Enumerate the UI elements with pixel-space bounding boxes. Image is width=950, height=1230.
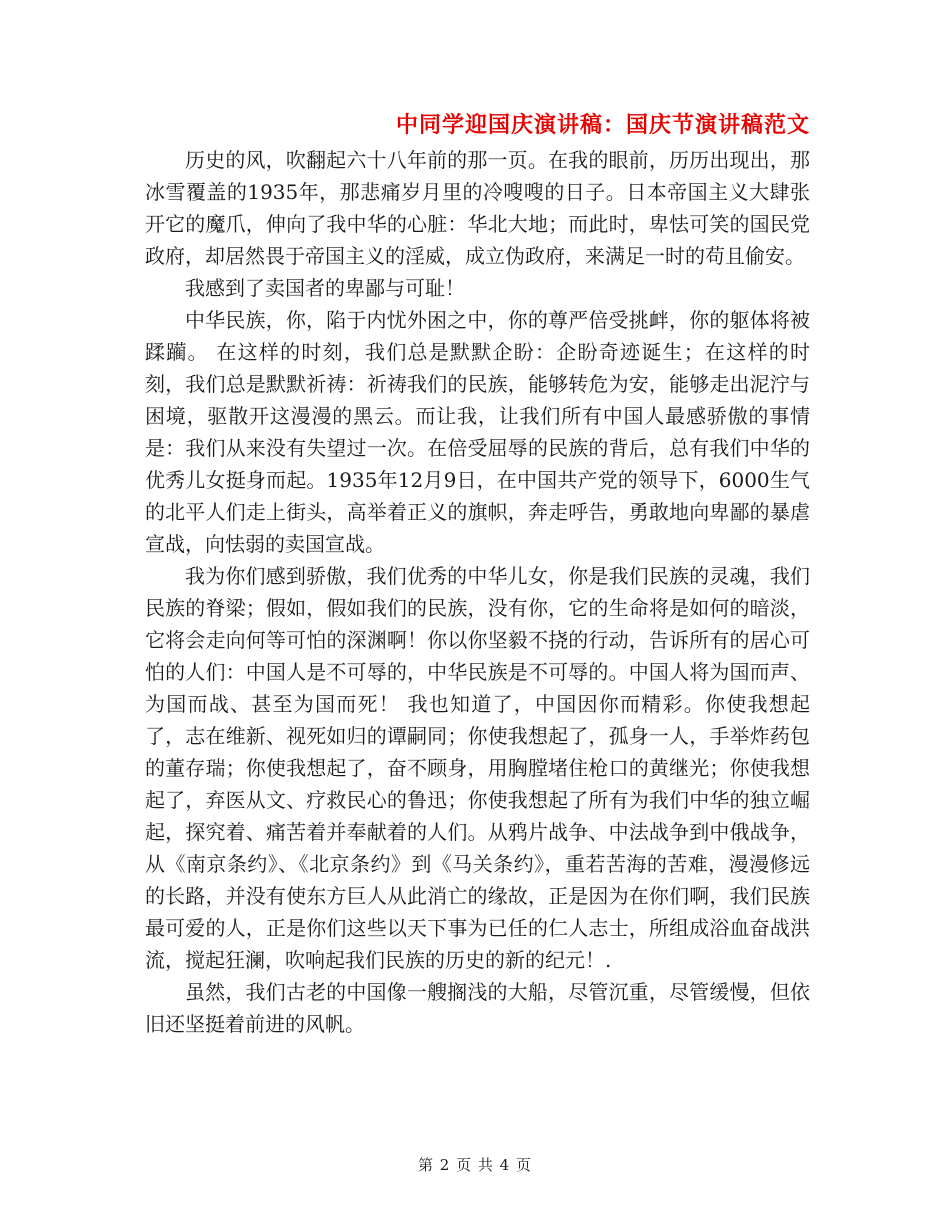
document-body — [145, 144, 810, 1040]
paragraph-1: 历史的风，吹翻起六十八年前的那一页。在我的眼前，历历出现出，那冰雪覆盖的1935年，那悲痛岁月里的冷嗖嗖的日子。日本帝国主义大肆张开它的魔爪，伸向了我中华的心脏：华北大地；而此时，卑怯可笑的国民党政府，却居然畏于帝国主义的淫威，成立伪政府，来满足一时的苟且偷安。 — [145, 148, 810, 268]
paragraph-2: 我感到了卖国者的卑鄙与可耻！ — [185, 276, 465, 300]
paragraph-5: 虽然，我们古老的中国像一艘搁浅的大船，尽管沉重，尽管缓慢，但依旧还坚挺着前进的风帆。 — [145, 980, 810, 1036]
document-title: 中同学迎国庆演讲稿：国庆节演讲稿范文 — [395, 113, 810, 138]
paragraph-3: 中华民族，你，陷于内忧外困之中，你的尊严倍受挑衅，你的躯体将被蹂躏。 在这样的时刻，我们总是默默企盼：企盼奇迹诞生；在这样的时刻，我们总是默默祈祷：祈祷我们的民族，能够转危为安，能够走出泥泞与困境，驱散开这漫漫的黑云。而让我，让我们所有中国人最感骄傲的事情是：我们从来没有失望过一次。在倍受屈辱的民族的背后，总有我们中华的优秀儿女挺身而起。1935年12月9日，在中国共产党的领导下，6000生气的北平人们走上街头，高举着正义的旗帜，奔走呼告，勇敢地向卑鄙的暴虐宣战，向怯弱的卖国宣战。 — [145, 308, 810, 556]
paragraph-4: 我为你们感到骄傲，我们优秀的中华儿女，你是我们民族的灵魂，我们民族的脊梁；假如，假如我们的民族，没有你，它的生命将是如何的暗淡，它将会走向何等可怕的深渊啊！你以你坚毅不挠的行动，告诉所有的居心可怕的人们：中国人是不可辱的，中华民族是不可辱的。中国人将为国而声、为国而战、甚至为国而死！ 我也知道了，中国因你而精彩。你使我想起了，志在维新、视死如归的谭嗣同；你使我想起了，孤身一人，手举炸药包的董存瑞；你使我想起了，奋不顾身，用胸膛堵住枪口的黄继光；你使我想起了，弃医从文、疗救民心的鲁迅；你使我想起了所有为我们中华的独立崛起，探究着、痛苦着并奉献着的人们。从鸦片战争、中法战争到中俄战争，从《南京条约》、《北京条约》到《马关条约》，重若苦海的苦难，漫漫修远的长路，并没有使东方巨人从此消亡的缘故，正是因为在你们啊，我们民族最可爱的人，正是你们这些以天下事为已任的仁人志士，所组成浴血奋战洪流，搅起狂澜，吹响起我们民族的历史的新的纪元！. — [145, 564, 810, 972]
page-footer: 第 2 页 共 4 页 — [418, 1156, 532, 1174]
